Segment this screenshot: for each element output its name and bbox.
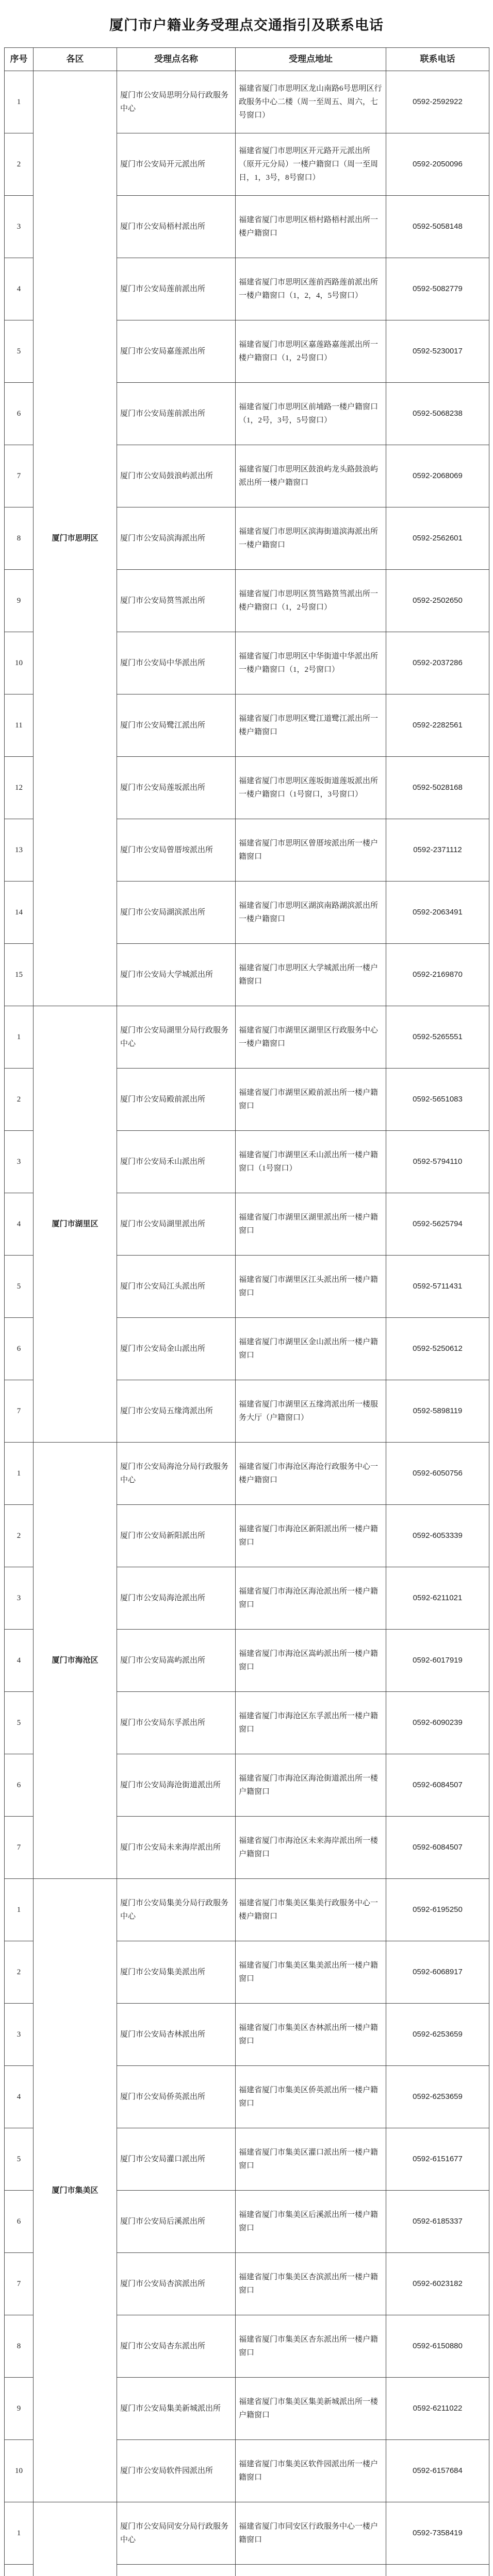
office-phone: 0592-6195250 <box>386 1879 489 1941</box>
office-name: 厦门市公安局湖滨派出所 <box>117 882 236 944</box>
row-number: 3 <box>5 1567 34 1630</box>
office-phone: 0592-5082779 <box>386 258 489 320</box>
office-name: 厦门市公安局嘉莲派出所 <box>117 320 236 383</box>
table-row <box>5 2502 489 2565</box>
office-phone: 0592-6151677 <box>386 2128 489 2191</box>
row-number: 5 <box>5 1256 34 1318</box>
row-number: 9 <box>5 570 34 632</box>
row-number: 2 <box>5 1505 34 1567</box>
table-row <box>5 1006 489 1069</box>
row-number: 10 <box>5 632 34 694</box>
row-number: 12 <box>5 757 34 819</box>
office-phone: 0592-2169870 <box>386 944 489 1006</box>
header-office-address: 受理点地址 <box>236 48 386 71</box>
office-name: 厦门市公安局同安分局行政服务中心 <box>117 2502 236 2565</box>
office-name: 厦门市公安局江头派出所 <box>117 1256 236 1318</box>
row-number: 5 <box>5 320 34 383</box>
office-name: 厦门市公安局滨海派出所 <box>117 507 236 570</box>
office-address: 福建省厦门市集美区软件园派出所一楼户籍窗口 <box>236 2440 386 2502</box>
office-address: 福建省厦门市海沧区嵩屿派出所一楼户籍窗口 <box>236 1630 386 1692</box>
row-number: 8 <box>5 2315 34 2378</box>
row-number: 1 <box>5 1879 34 1941</box>
office-address: 福建省厦门市湖里区殿前派出所一楼户籍窗口 <box>236 1069 386 1131</box>
office-address: 福建省厦门市海沧区海沧街道派出所一楼户籍窗口 <box>236 1754 386 1817</box>
office-name: 厦门市公安局殿前派出所 <box>117 1069 236 1131</box>
office-address: 福建省厦门市集美区集美派出所一楼户籍窗口 <box>236 1941 386 2004</box>
office-phone: 0592-5794110 <box>386 1131 489 1193</box>
office-address: 福建省厦门市集美区集美新城派出所一楼户籍窗口 <box>236 2378 386 2440</box>
row-number <box>5 2565 34 2576</box>
office-name: 厦门市公安局集美派出所 <box>117 1941 236 2004</box>
office-address: 福建省厦门市思明区莲前西路莲前派出所一楼户籍窗口（1，2，4，5号窗口） <box>236 258 386 320</box>
row-number: 2 <box>5 1069 34 1131</box>
office-name: 厦门市公安局禾山派出所 <box>117 1131 236 1193</box>
office-name: 厦门市公安局海沧街道派出所 <box>117 1754 236 1817</box>
table-row <box>5 1443 489 1505</box>
office-address: 福建省厦门市思明区大学城派出所一楼户籍窗口 <box>236 944 386 1006</box>
office-name: 厦门市公安局集美新城派出所 <box>117 2378 236 2440</box>
office-address: 福建省厦门市集美区杏林派出所一楼户籍窗口 <box>236 2004 386 2066</box>
office-phone: 0592-5711431 <box>386 1256 489 1318</box>
office-phone: 0592-2068069 <box>386 445 489 507</box>
office-name: 厦门市公安局海沧派出所 <box>117 1567 236 1630</box>
row-number: 11 <box>5 694 34 757</box>
office-name: 厦门市公安局鹭江派出所 <box>117 694 236 757</box>
office-phone: 0592-2050096 <box>386 133 489 196</box>
office-phone: 0592-6211022 <box>386 2378 489 2440</box>
office-name: 厦门市公安局杏滨派出所 <box>117 2253 236 2315</box>
office-phone: 0592-6253659 <box>386 2066 489 2128</box>
office-phone: 0592-2282561 <box>386 694 489 757</box>
office-address: 福建省厦门市同安区行政服务中心一楼户籍窗口 <box>236 2502 386 2565</box>
row-number: 3 <box>5 2004 34 2066</box>
office-address: 福建省厦门市湖里区湖里派出所一楼户籍窗口 <box>236 1193 386 1256</box>
office-address: 福建省厦门市集美区杏东派出所一楼户籍窗口 <box>236 2315 386 2378</box>
office-address: 福建省厦门市湖里区五缘湾派出所一楼服务大厅（户籍窗口） <box>236 1380 386 1443</box>
row-number: 13 <box>5 819 34 882</box>
office-name: 厦门市公安局湖里分局行政服务中心 <box>117 1006 236 1069</box>
office-phone: 0592-6068917 <box>386 1941 489 2004</box>
office-phone: 0592-2562601 <box>386 507 489 570</box>
office-phone: 0592-2502650 <box>386 570 489 632</box>
row-number: 4 <box>5 2066 34 2128</box>
row-number: 8 <box>5 507 34 570</box>
office-phone: 0592-5651083 <box>386 1069 489 1131</box>
office-name: 厦门市公安局杏东派出所 <box>117 2315 236 2378</box>
office-phone: 0592-5265551 <box>386 1006 489 1069</box>
office-name: 厦门市公安局金山派出所 <box>117 1318 236 1380</box>
office-phone: 0592-5250612 <box>386 1318 489 1380</box>
office-phone: 0592-7358419 <box>386 2502 489 2565</box>
header-phone: 联系电话 <box>386 48 489 71</box>
office-phone: 0592-6157684 <box>386 2440 489 2502</box>
office-name: 厦门市公安局梧村派出所 <box>117 196 236 258</box>
office-address: 福建省厦门市湖里区禾山派出所一楼户籍窗口（1号窗口） <box>236 1131 386 1193</box>
office-name: 厦门市公安局湖里派出所 <box>117 1193 236 1256</box>
district-cell: 厦门市思明区 <box>34 71 117 1006</box>
row-number: 1 <box>5 1006 34 1069</box>
office-name: 厦门市公安局开元派出所 <box>117 133 236 196</box>
office-name: 厦门市公安局莲坂派出所 <box>117 757 236 819</box>
office-address: 福建省厦门市思明区鼓浪屿龙头路鼓浪屿派出所一楼户籍窗口 <box>236 445 386 507</box>
office-phone: 0592-5230017 <box>386 320 489 383</box>
row-number: 1 <box>5 1443 34 1505</box>
office-name: 厦门市公安局后溪派出所 <box>117 2191 236 2253</box>
office-address: 福建省厦门市思明区中华街道中华派出所一楼户籍窗口（1，2号窗口） <box>236 632 386 694</box>
row-number: 14 <box>5 882 34 944</box>
office-name: 厦门市公安局鼓浪屿派出所 <box>117 445 236 507</box>
office-address: 福建省厦门市思明区曾厝垵派出所一楼户籍窗口 <box>236 819 386 882</box>
office-address: 福建省厦门市湖里区湖里区行政服务中心一楼户籍窗口 <box>236 1006 386 1069</box>
row-number: 1 <box>5 2502 34 2565</box>
row-number: 15 <box>5 944 34 1006</box>
office-name: 厦门市公安局五缘湾派出所 <box>117 1380 236 1443</box>
district-cell: 厦门市湖里区 <box>34 1006 117 1443</box>
office-name: 厦门市公安局莲前派出所 <box>117 383 236 445</box>
table-header-row <box>5 48 489 71</box>
row-number: 7 <box>5 2253 34 2315</box>
office-address: 福建省厦门市集美区杏滨派出所一楼户籍窗口 <box>236 2253 386 2315</box>
office-address: 福建省厦门市集美区灌口派出所一楼户籍窗口 <box>236 2128 386 2191</box>
office-address <box>236 2565 386 2576</box>
office-phone: 0592-5625794 <box>386 1193 489 1256</box>
row-number: 4 <box>5 1193 34 1256</box>
office-phone: 0592-6084507 <box>386 1754 489 1817</box>
office-name: 厦门市公安局软件园派出所 <box>117 2440 236 2502</box>
office-phone: 0592-6090239 <box>386 1692 489 1754</box>
office-address: 福建省厦门市湖里区金山派出所一楼户籍窗口 <box>236 1318 386 1380</box>
office-address: 福建省厦门市思明区莲坂街道莲坂派出所一楼户籍窗口（1号窗口，3号窗口） <box>236 757 386 819</box>
office-address: 福建省厦门市海沧区未来海岸派出所一楼户籍窗口 <box>236 1817 386 1879</box>
row-number: 2 <box>5 133 34 196</box>
office-phone: 0592-6050756 <box>386 1443 489 1505</box>
row-number: 9 <box>5 2378 34 2440</box>
office-name: 厦门市公安局思明分局行政服务中心 <box>117 71 236 133</box>
office-phone: 0592-5068238 <box>386 383 489 445</box>
row-number: 5 <box>5 1692 34 1754</box>
office-name: 厦门市公安局筼筜派出所 <box>117 570 236 632</box>
row-number: 6 <box>5 1318 34 1380</box>
district-cell <box>34 2502 117 2576</box>
office-address: 福建省厦门市思明区滨海街道滨海派出所一楼户籍窗口 <box>236 507 386 570</box>
office-phone: 0592-2592922 <box>386 71 489 133</box>
district-cell: 厦门市集美区 <box>34 1879 117 2502</box>
office-phone: 0592-6150880 <box>386 2315 489 2378</box>
office-address: 福建省厦门市集美区集美行政服务中心一楼户籍窗口 <box>236 1879 386 1941</box>
district-cell: 厦门市海沧区 <box>34 1443 117 1879</box>
office-name: 厦门市公安局集美分局行政服务中心 <box>117 1879 236 1941</box>
office-name: 厦门市公安局海沧分局行政服务中心 <box>117 1443 236 1505</box>
office-address: 福建省厦门市海沧区海沧行政服务中心一楼户籍窗口 <box>236 1443 386 1505</box>
table-row <box>5 71 489 133</box>
row-number: 6 <box>5 2191 34 2253</box>
table-body <box>5 71 489 2576</box>
office-name <box>117 2565 236 2576</box>
office-name: 厦门市公安局莲前派出所 <box>117 258 236 320</box>
office-address: 福建省厦门市思明区筼筜路筼筜派出所一楼户籍窗口（1，2号窗口） <box>236 570 386 632</box>
office-address: 福建省厦门市集美区侨英派出所一楼户籍窗口 <box>236 2066 386 2128</box>
office-address: 福建省厦门市思明区鹭江道鹭江派出所一楼户籍窗口 <box>236 694 386 757</box>
office-phone: 0592-2063491 <box>386 882 489 944</box>
office-phone: 0592-6211021 <box>386 1567 489 1630</box>
row-number: 3 <box>5 1131 34 1193</box>
office-name: 厦门市公安局中华派出所 <box>117 632 236 694</box>
office-name: 厦门市公安局未来海岸派出所 <box>117 1817 236 1879</box>
row-number: 7 <box>5 1380 34 1443</box>
office-phone: 0592-6023182 <box>386 2253 489 2315</box>
office-address: 福建省厦门市思明区梧村路梧村派出所一楼户籍窗口 <box>236 196 386 258</box>
row-number: 4 <box>5 258 34 320</box>
office-address: 福建省厦门市集美区后溪派出所一楼户籍窗口 <box>236 2191 386 2253</box>
row-number: 6 <box>5 1754 34 1817</box>
registry-table <box>4 47 489 2576</box>
row-number: 2 <box>5 1941 34 2004</box>
office-address: 福建省厦门市思明区湖滨南路湖滨派出所一楼户籍窗口 <box>236 882 386 944</box>
row-number: 10 <box>5 2440 34 2502</box>
office-phone: 0592-6017919 <box>386 1630 489 1692</box>
office-phone: 0592-6084507 <box>386 1817 489 1879</box>
office-address: 福建省厦门市思明区龙山南路6号思明区行政服务中心二楼（周一至周五、周六，七号窗口） <box>236 71 386 133</box>
header-office-name: 受理点名称 <box>117 48 236 71</box>
office-address: 福建省厦门市思明区前埔路一楼户籍窗口（1，2号，3号，5号窗口） <box>236 383 386 445</box>
row-number: 6 <box>5 383 34 445</box>
office-phone: 0592-5028168 <box>386 757 489 819</box>
office-name: 厦门市公安局侨英派出所 <box>117 2066 236 2128</box>
page-title: 厦门市户籍业务受理点交通指引及联系电话 <box>109 17 384 33</box>
office-name: 厦门市公安局曾厝垵派出所 <box>117 819 236 882</box>
office-address: 福建省厦门市海沧区东孚派出所一楼户籍窗口 <box>236 1692 386 1754</box>
office-name: 厦门市公安局杏林派出所 <box>117 2004 236 2066</box>
office-phone: 0592-2371112 <box>386 819 489 882</box>
office-phone <box>386 2565 489 2576</box>
office-name: 厦门市公安局嵩屿派出所 <box>117 1630 236 1692</box>
office-phone: 0592-6253659 <box>386 2004 489 2066</box>
row-number: 7 <box>5 1817 34 1879</box>
office-name: 厦门市公安局东孚派出所 <box>117 1692 236 1754</box>
office-address: 福建省厦门市思明区嘉莲路嘉莲派出所一楼户籍窗口（1，2号窗口） <box>236 320 386 383</box>
office-phone: 0592-6185337 <box>386 2191 489 2253</box>
row-number: 1 <box>5 71 34 133</box>
office-address: 福建省厦门市湖里区江头派出所一楼户籍窗口 <box>236 1256 386 1318</box>
header-no: 序号 <box>5 48 34 71</box>
row-number: 7 <box>5 445 34 507</box>
row-number: 3 <box>5 196 34 258</box>
row-number: 5 <box>5 2128 34 2191</box>
row-number: 4 <box>5 1630 34 1692</box>
office-address: 福建省厦门市海沧区海沧派出所一楼户籍窗口 <box>236 1567 386 1630</box>
office-phone: 0592-5058148 <box>386 196 489 258</box>
office-phone: 0592-2037286 <box>386 632 489 694</box>
office-phone: 0592-5898119 <box>386 1380 489 1443</box>
table-row <box>5 1879 489 1941</box>
office-address: 福建省厦门市思明区开元路开元派出所（原开元分局）一楼户籍窗口（周一至周日，1，3号，8号窗口） <box>236 133 386 196</box>
office-name: 厦门市公安局大学城派出所 <box>117 944 236 1006</box>
office-phone: 0592-6053339 <box>386 1505 489 1567</box>
office-name: 厦门市公安局灌口派出所 <box>117 2128 236 2191</box>
header-district: 各区 <box>34 48 117 71</box>
office-name: 厦门市公安局新阳派出所 <box>117 1505 236 1567</box>
office-address: 福建省厦门市海沧区新阳派出所一楼户籍窗口 <box>236 1505 386 1567</box>
